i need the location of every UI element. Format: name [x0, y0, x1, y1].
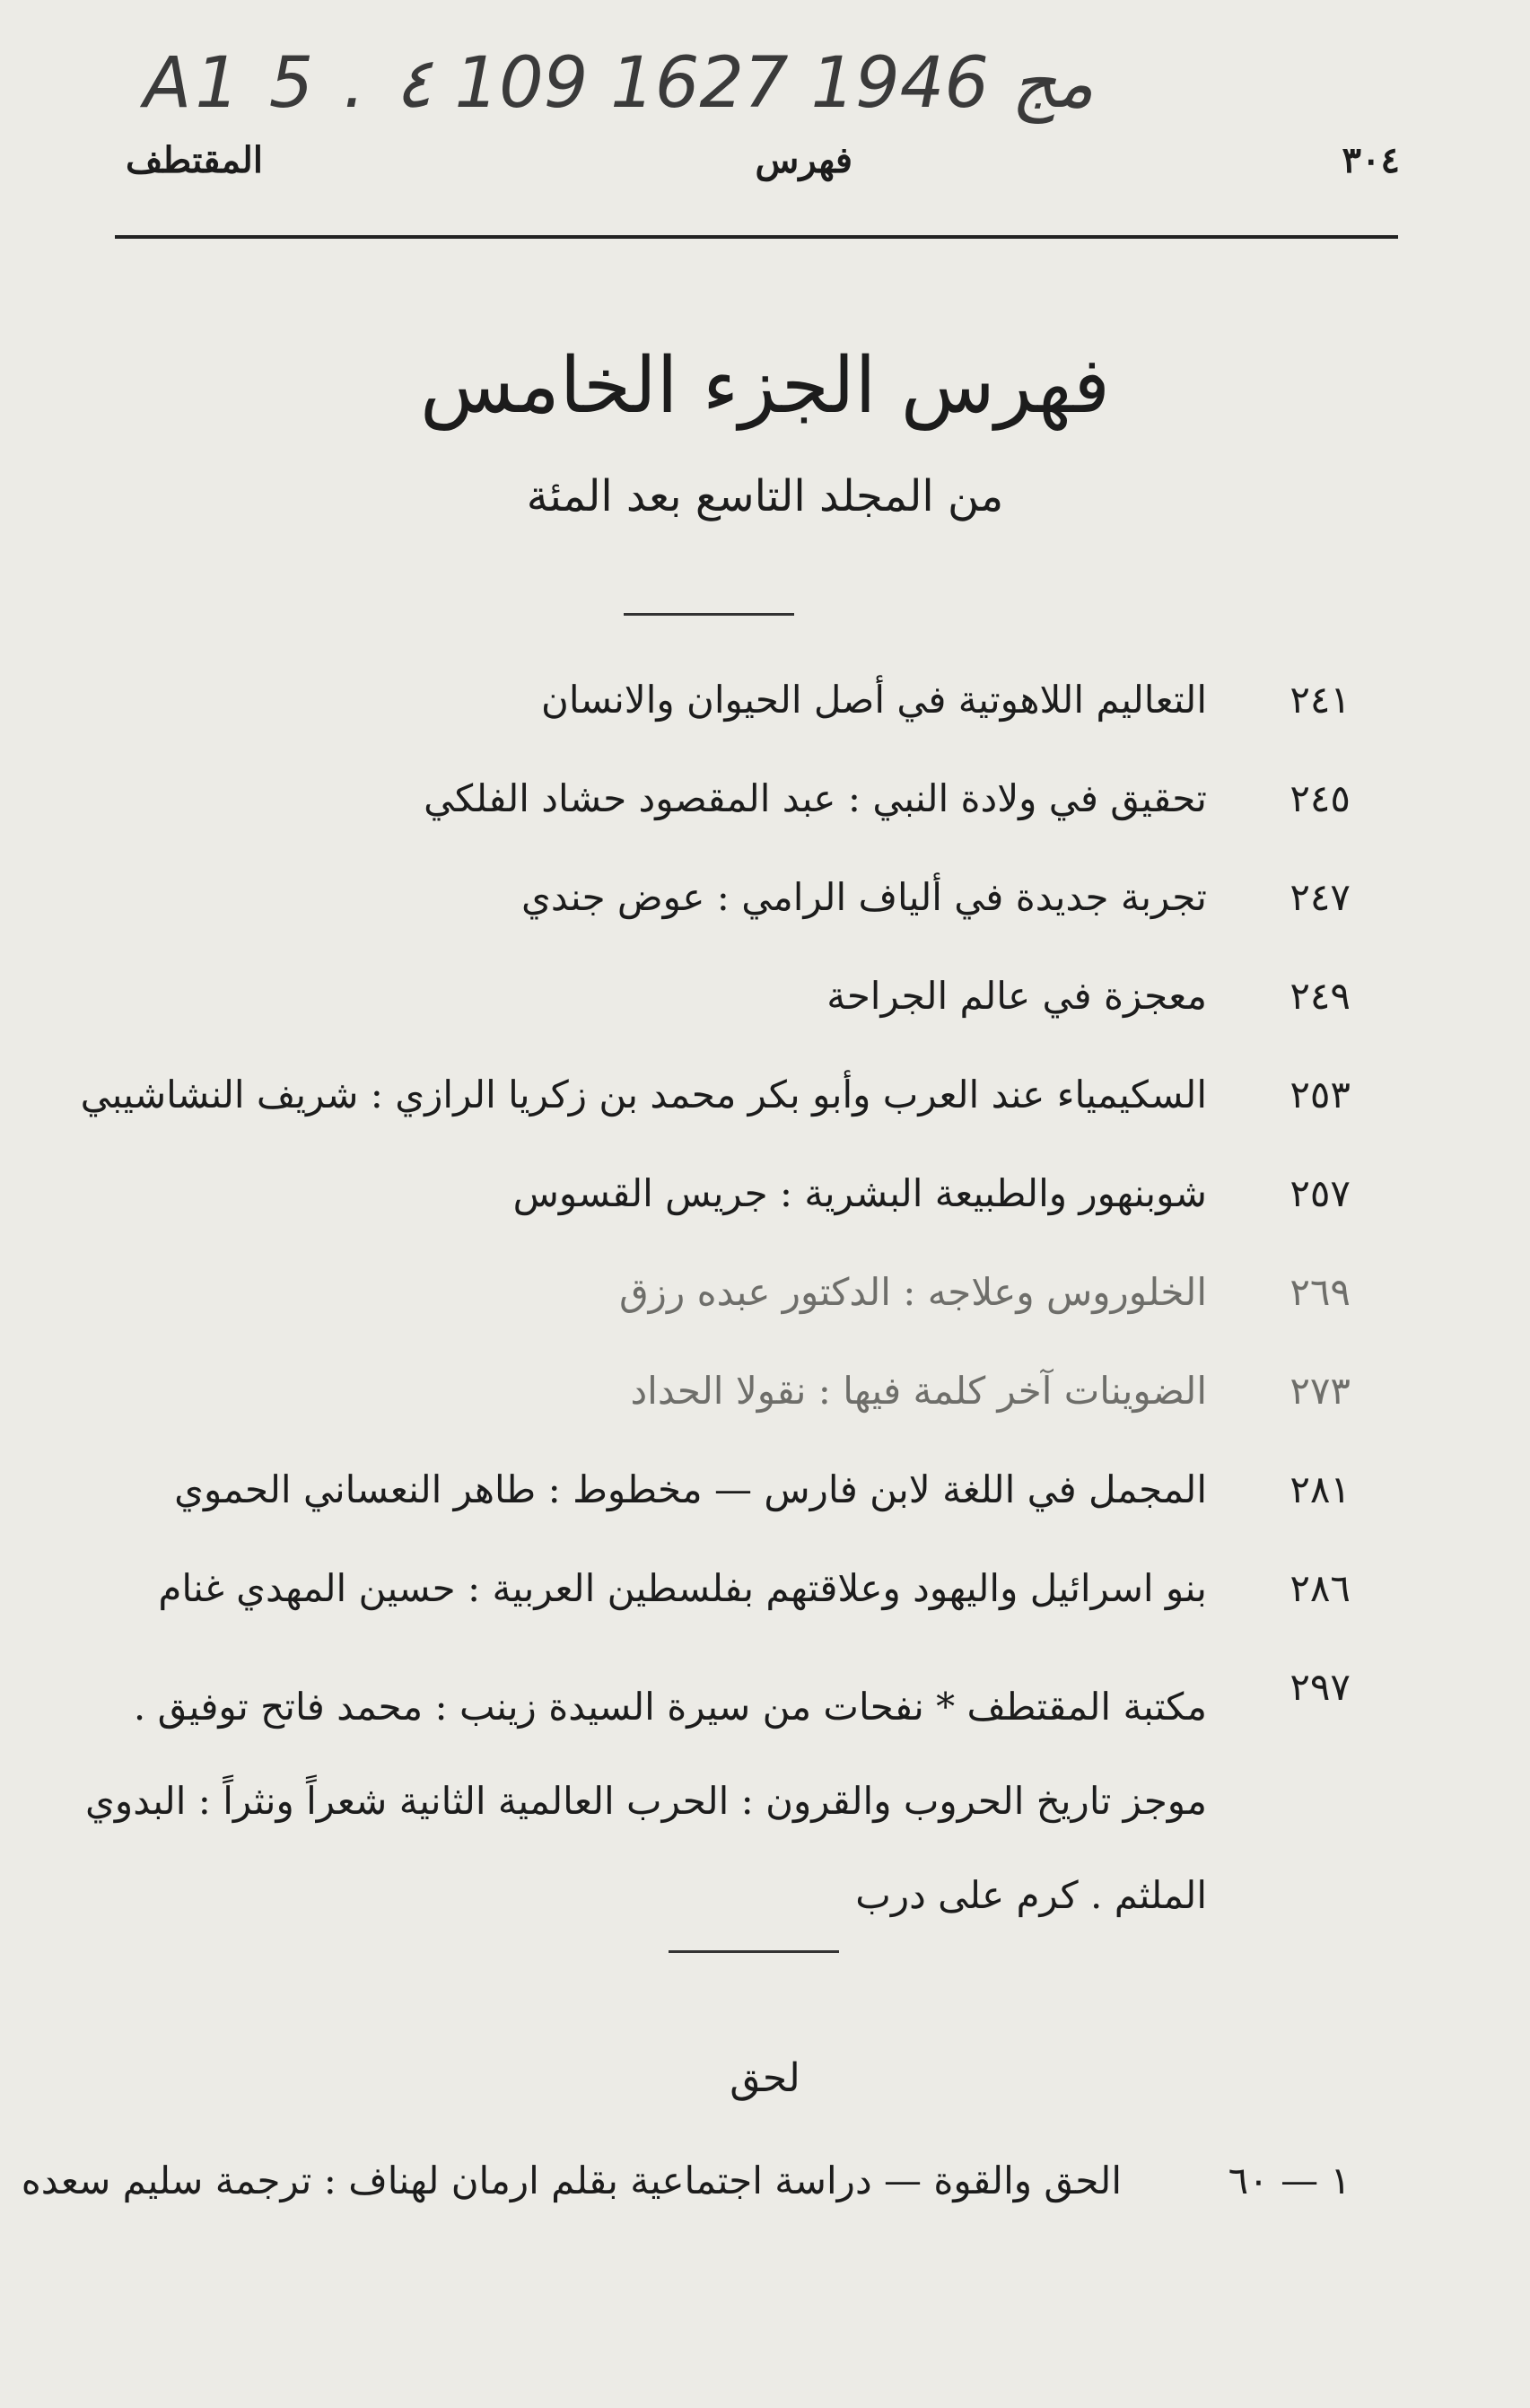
toc-page-number: ٢٤١ [1290, 678, 1351, 722]
title-divider [624, 613, 794, 616]
supplement-heading: لحق [730, 2055, 800, 2101]
toc-entry [54, 776, 1351, 875]
toc-entry [54, 678, 1351, 776]
running-head-center: فهرس [755, 139, 852, 181]
supplement-page-range: ١ — ٦٠ [1228, 2158, 1351, 2202]
toc-page-number: ٢٥٧ [1290, 1171, 1351, 1215]
toc-entry-title: مكتبة المقتطف * نفحات من سيرة السيدة زينب : محمد فاتح توفيق . موجز تاريخ الحروب والقرون : الحرب العالمية الثانية شعراً ونثراً : البدوي الملثم . كرم على درب [85, 1685, 1207, 1917]
toc-entry-title: بنو اسرائيل واليهود وعلاقتهم بفلسطين العربية : حسين المهدي غنام [158, 1566, 1207, 1610]
toc-entry-title: معجزة في عالم الجراحة [826, 974, 1207, 1018]
page-title: فهرس الجزء الخامس [420, 341, 1110, 431]
toc-entry [54, 1270, 1351, 1369]
toc-entry [54, 974, 1351, 1073]
toc-page-number: ٢٦٩ [1290, 1270, 1351, 1314]
page-number: ٣٠٤ [1342, 139, 1400, 181]
toc-entry [54, 1073, 1351, 1171]
toc-entry-title: الخلوروس وعلاجه : الدكتور عبده رزق [619, 1270, 1207, 1314]
toc-entry-title: شوبنهور والطبيعة البشرية : جريس القسوس [512, 1171, 1207, 1215]
section-divider [669, 1950, 839, 1953]
toc-entry-title: الضوينات آخر كلمة فيها : نقولا الحداد [630, 1369, 1207, 1413]
toc-page-number: ٢٨٦ [1290, 1566, 1351, 1610]
toc-page-number: ٢٤٧ [1290, 875, 1351, 919]
toc-page-number: ٢٤٥ [1290, 776, 1351, 820]
toc-entry-title: تجربة جديدة في ألياف الرامي : عوض جندي [521, 875, 1207, 919]
toc-page-number: ٢٨١ [1290, 1467, 1351, 1511]
toc-entry [54, 1171, 1351, 1270]
toc-entry-title: التعاليم اللاهوتية في أصل الحيوان والانسان [540, 678, 1207, 722]
journal-name: المقتطف [126, 139, 263, 181]
toc-entry [54, 1467, 1351, 1566]
toc-entry-title: السكيمياء عند العرب وأبو بكر محمد بن زكريا الرازي : شريف النشاشيبي [80, 1073, 1207, 1116]
toc-page-number: ٢٤٩ [1290, 974, 1351, 1018]
header-rule [115, 235, 1398, 239]
supplement-entry-title: الحق والقوة — دراسة اجتماعية بقلم ارمان لهناف : ترجمة سليم سعده [21, 2158, 1122, 2202]
handwritten-archive-note: A1 5 . ٤ 109 مج 1946 1627 [144, 43, 1094, 124]
toc-entry [54, 1566, 1351, 1665]
page-subtitle: من المجلد التاسع بعد المئة [526, 471, 1004, 521]
toc-entry-title: تحقيق في ولادة النبي : عبد المقصود حشاد الفلكي [424, 776, 1207, 820]
toc-page-number: ٢٩٧ [1290, 1665, 1351, 1709]
toc-entry [54, 1665, 1351, 1916]
toc-entry [54, 1369, 1351, 1467]
toc-entry [54, 875, 1351, 974]
toc-page-number: ٢٧٣ [1290, 1369, 1351, 1413]
toc-entry-title: المجمل في اللغة لابن فارس — مخطوط : طاهر النعساني الحموي [174, 1467, 1207, 1511]
supplement-entry [21, 2158, 1351, 2212]
table-of-contents [54, 678, 1351, 1916]
running-head [126, 139, 1400, 193]
toc-page-number: ٢٥٣ [1290, 1073, 1351, 1116]
